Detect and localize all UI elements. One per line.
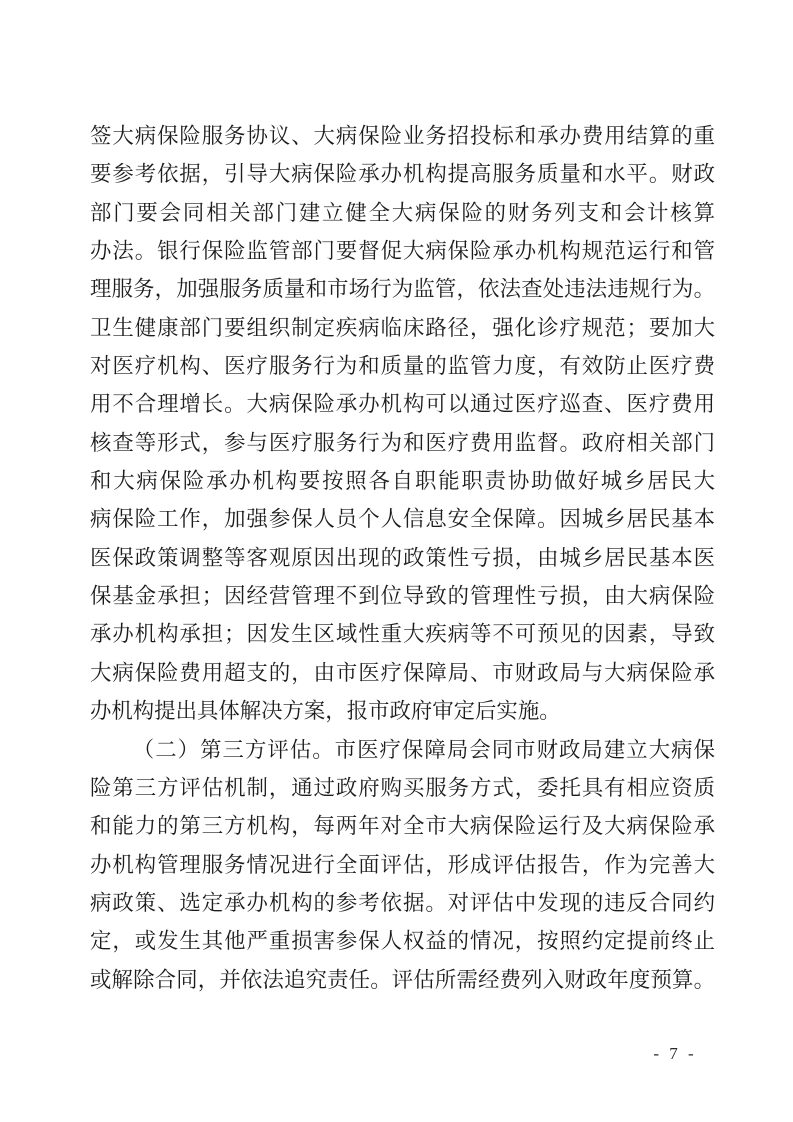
text-line: 对医疗机构、医疗服务行为和质量的监管力度，有效防止医疗费 [90, 354, 715, 379]
text-line: 定，或发生其他严重损害参保人权益的情况，按照约定提前终止 [90, 929, 715, 954]
text-line: 大病保险费用超支的，由市医疗保障局、市财政局与大病保险承 [90, 660, 715, 685]
text-line: 和大病保险承办机构要按照各自职能职责协助做好城乡居民大 [90, 469, 715, 494]
text-line: 和能力的第三方机构，每两年对全市大病保险运行及大病保险承 [90, 814, 715, 839]
text-line: 用不合理增长。大病保险承办机构可以通过医疗巡查、医疗费用 [90, 392, 715, 417]
text-line: 办机构管理服务情况进行全面评估，形成评估报告，作为完善大 [90, 852, 715, 877]
text-line: 病保险工作，加强参保人员个人信息安全保障。因城乡居民基本 [90, 507, 715, 532]
text-line: 理服务，加强服务质量和市场行为监管，依法查处违法违规行为。 [90, 277, 715, 302]
text-line: 险第三方评估机制，通过政府购买服务方式，委托具有相应资质 [90, 775, 715, 800]
text-line: 或解除合同，并依法追究责任。评估所需经费列入财政年度预算。 [90, 967, 715, 992]
document-body [90, 117, 715, 999]
text-line: 保基金承担；因经营管理不到位导致的管理性亏损，由大病保险 [90, 584, 715, 609]
text-line: 部门要会同相关部门建立健全大病保险的财务列支和会计核算 [90, 200, 715, 225]
text-line: 病政策、选定承办机构的参考依据。对评估中发现的违反合同约 [90, 890, 715, 915]
page-number: - 7 - [653, 1044, 697, 1063]
text-line: 办法。银行保险监管部门要督促大病保险承办机构规范运行和管 [90, 239, 715, 264]
text-line-section-heading: （二）第三方评估。市医疗保障局会同市财政局建立大病保 [132, 737, 715, 762]
text-line: 签大病保险服务协议、大病保险业务招投标和承办费用结算的重 [90, 124, 715, 148]
text-line: 医保政策调整等客观原因出现的政策性亏损，由城乡居民基本医 [90, 545, 715, 570]
paragraph-2-third-party-evaluation [90, 731, 715, 999]
text-line: 卫生健康部门要组织制定疾病临床路径，强化诊疗规范；要加大 [90, 315, 715, 340]
paragraph-1 [90, 117, 715, 731]
text-line: 办机构提出具体解决方案，报市政府审定后实施。 [90, 699, 561, 724]
text-line: 承办机构承担；因发生区域性重大疾病等不可预见的因素，导致 [90, 622, 715, 647]
text-line: 要参考依据，引导大病保险承办机构提高服务质量和水平。财政 [90, 162, 715, 187]
text-line: 核查等形式，参与医疗服务行为和医疗费用监督。政府相关部门 [90, 430, 715, 455]
